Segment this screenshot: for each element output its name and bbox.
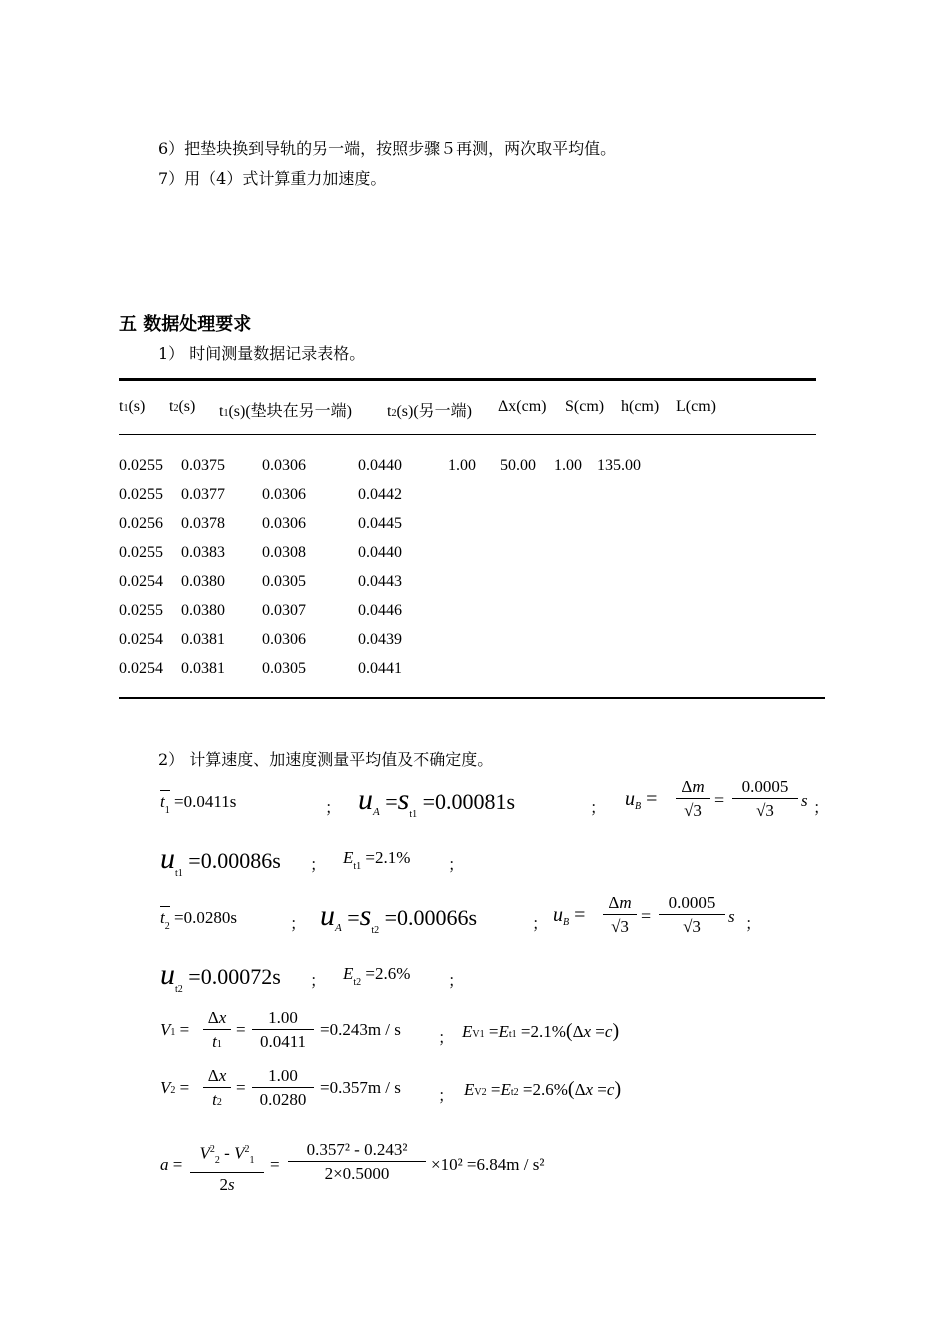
t2-mean-formula: $t_2 =0.0280s$: [160, 908, 237, 932]
V1-lhs: V1 =: [160, 1020, 190, 1039]
table-cell: 0.0254: [119, 573, 163, 590]
header-h: h(cm): [621, 398, 660, 415]
table-cell: 0.0255: [119, 602, 163, 619]
a-frac-numeric: 0.357² - 0.243² 2×0.5000: [288, 1140, 426, 1185]
EV1-formula: EV1 =Et1 =2.1%(Δx =c): [462, 1020, 620, 1042]
V1-value: =0.243m / s: [320, 1020, 401, 1039]
separator: ；: [590, 800, 607, 817]
section-title: 五 数据处理要求: [119, 314, 252, 335]
uB1-formula: $u_B$ =: [625, 788, 658, 812]
table-top-rule: [119, 378, 816, 381]
Et1-formula: $E_{t1} =2.1\%$: [343, 848, 411, 872]
table-cell: 0.0442: [358, 486, 402, 503]
const-l: 135.00: [597, 457, 641, 474]
a-value: ×10² =6.84m / s²: [431, 1155, 545, 1174]
V2-value: =0.357m / s: [320, 1078, 401, 1097]
Et2-formula: $E_{t2} =2.6\%$: [343, 964, 411, 988]
table-cell: 0.0307: [262, 602, 306, 619]
uA1-formula: $u_A =s_{t1} =0.00081s$: [358, 783, 516, 820]
step-6: 6）把垫块换到导轨的另一端，按照步骤５再测，两次取平均值。: [158, 139, 617, 158]
table-cell: 0.0381: [181, 660, 225, 677]
header-t1: t1(s): [119, 398, 146, 415]
const-dx: 1.00: [448, 457, 476, 474]
step-7: 7）用（4）式计算重力加速度。: [158, 169, 387, 188]
separator: ；: [813, 800, 830, 817]
header-s: S(cm): [565, 398, 605, 415]
table-cell: 0.0308: [262, 544, 306, 561]
table-cell: 0.0439: [358, 631, 402, 648]
table-header-rule: [119, 434, 816, 435]
table-cell: 0.0381: [181, 631, 225, 648]
table-cell: 0.0255: [119, 486, 163, 503]
header-dx: Δx(cm): [498, 398, 547, 415]
table-cell: 0.0383: [181, 544, 225, 561]
header-t2: t2(s): [169, 398, 196, 415]
table-cell: 0.0378: [181, 515, 225, 532]
table-bottom-rule: [119, 697, 825, 699]
table-cell: 0.0443: [358, 573, 402, 590]
V2-frac-symbolic: Δx t2: [203, 1066, 231, 1114]
EV2-formula: EV2 =Et2 =2.6%(Δx =c): [464, 1078, 622, 1100]
table-cell: 0.0255: [119, 544, 163, 561]
uA2-formula: $u_A =s_{t2} =0.00066s$: [320, 899, 478, 936]
table-cell: 0.0306: [262, 486, 306, 503]
table-cell: 0.0380: [181, 573, 225, 590]
t1-mean-formula: $t_1 =0.0411s$: [160, 792, 237, 816]
table-cell: 0.0446: [358, 602, 402, 619]
table-cell: 0.0254: [119, 660, 163, 677]
table-cell: 0.0441: [358, 660, 402, 677]
V2-frac-numeric: 1.00 0.0280: [252, 1066, 314, 1111]
table-cell: 0.0445: [358, 515, 402, 532]
table-cell: 0.0306: [262, 631, 306, 648]
table-cell: 0.0305: [262, 660, 306, 677]
const-h: 1.00: [554, 457, 582, 474]
table-cell: 0.0306: [262, 457, 306, 474]
table-cell: 0.0377: [181, 486, 225, 503]
table-cell: 0.0375: [181, 457, 225, 474]
a-lhs: a =: [160, 1155, 183, 1174]
V1-frac-symbolic: Δx t1: [203, 1008, 231, 1056]
table-cell: 0.0305: [262, 573, 306, 590]
table-cell: 0.0440: [358, 544, 402, 561]
uB2-frac-dm: Δm √3: [603, 893, 637, 938]
const-s: 50.00: [500, 457, 536, 474]
ut2-formula: $u_{t2} =0.00072s$: [160, 958, 281, 995]
V1-frac-numeric: 1.00 0.0411: [252, 1008, 314, 1053]
table-cell: 0.0255: [119, 457, 163, 474]
uB2-formula: $u_B$ =: [553, 904, 586, 928]
uB2-frac-val: 0.0005 √3: [659, 893, 725, 938]
table-cell: 0.0440: [358, 457, 402, 474]
table-cell: 0.0256: [119, 515, 163, 532]
header-l: L(cm): [676, 398, 716, 415]
table-cell: 0.0306: [262, 515, 306, 532]
section-item-2: 2） 计算速度、加速度测量平均值及不确定度。: [158, 750, 494, 769]
section-item-1: 1） 时间测量数据记录表格。: [158, 344, 366, 363]
ut1-formula: $u_{t1} =0.00086s$: [160, 842, 281, 879]
table-cell: 0.0380: [181, 602, 225, 619]
uB1-frac-dm: Δm √3: [676, 777, 710, 822]
a-frac-symbolic: $V^2_2 - V^2_1$ 2s: [190, 1140, 264, 1196]
V2-lhs: V2 =: [160, 1078, 190, 1097]
header-t2-other: t2(s)(另一端): [387, 403, 472, 420]
header-t1-other: t1(s)(垫块在另一端): [219, 403, 352, 420]
table-cell: 0.0254: [119, 631, 163, 648]
separator: ；: [325, 800, 342, 817]
uB1-frac-val: 0.0005 √3: [732, 777, 798, 822]
